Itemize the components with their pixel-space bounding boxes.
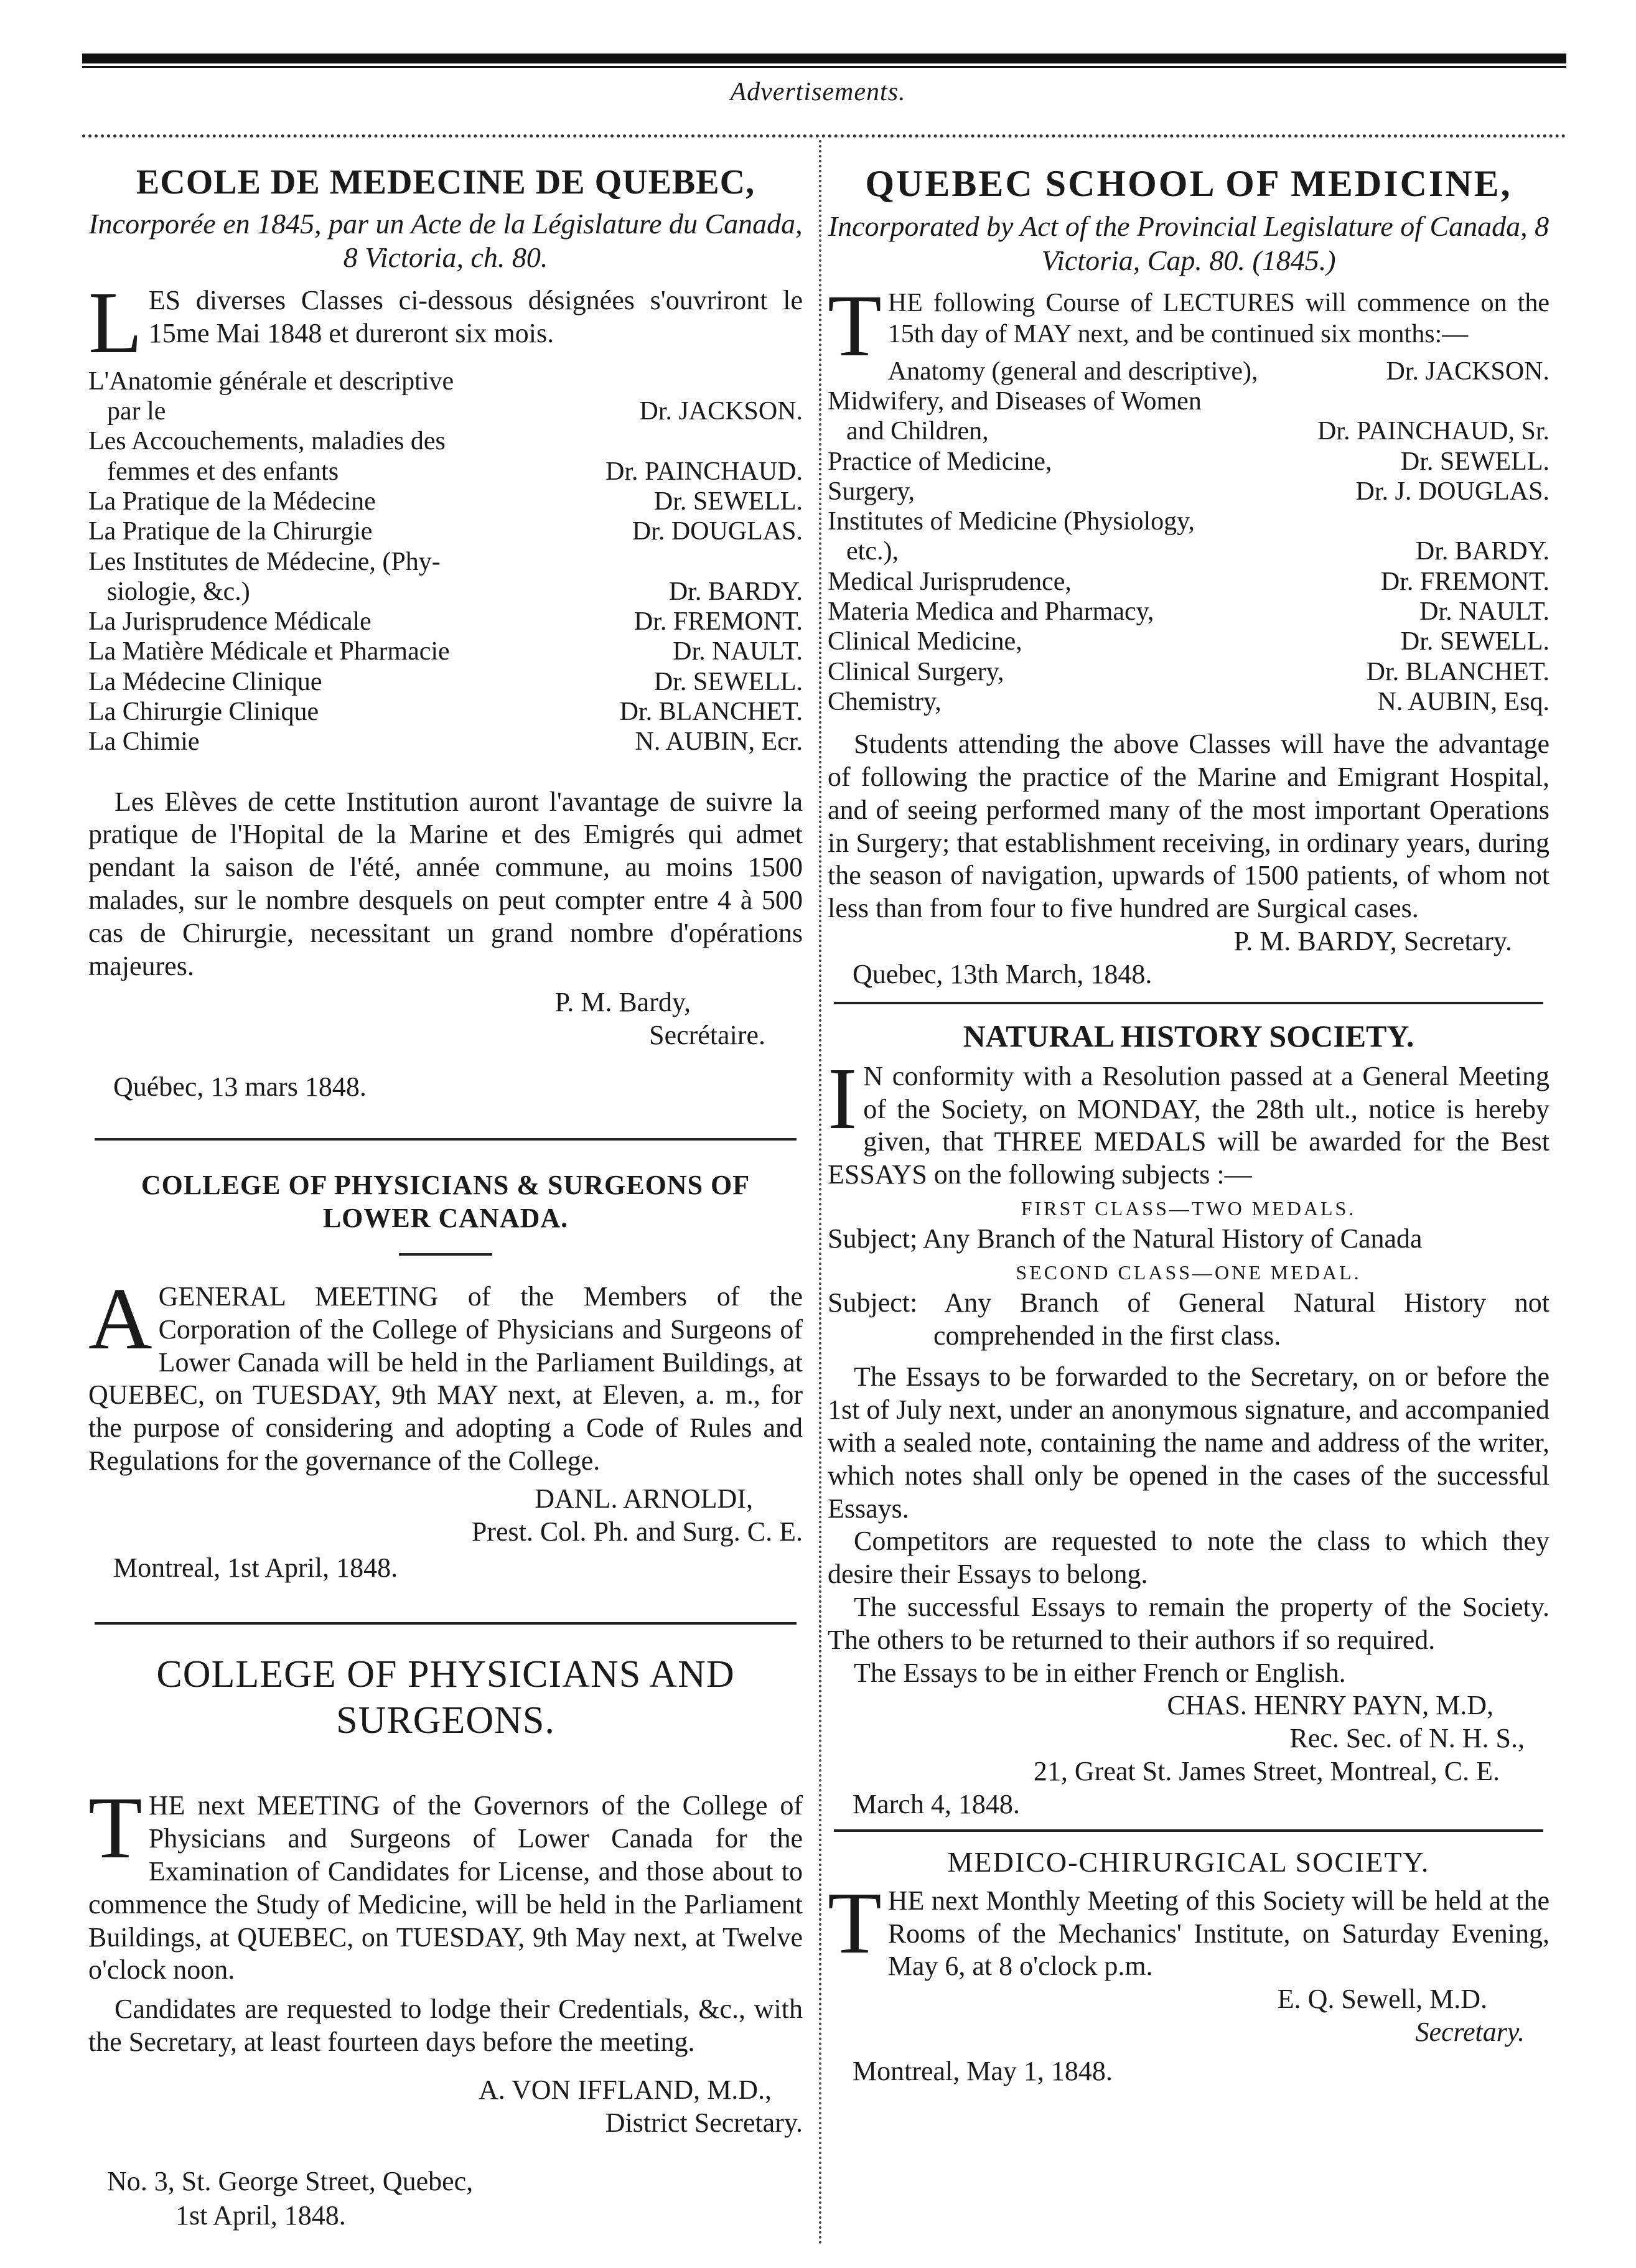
lecture-row: Chemistry, N. AUBIN, Esq.: [828, 687, 1550, 716]
ecole-paragraph: Les Elèves de cette Institution auront l'avantage de suivre la pratique de l'Hopital de la Marine et des Emigrés qui admet pendant la saison de l'été, année commune, au moins 1500 malades, sur le nombre desquels on peut compter entre 4 à 500 cas de Chirurgie, necessitant un grand nombre d'opérations majeures.: [88, 786, 803, 981]
college-ps-drop-cap: T: [88, 1778, 143, 1877]
natural-history-paragraph: The Essays to be in either French or English.: [854, 1657, 1346, 1688]
second-subject: [828, 1287, 1550, 1353]
lecture-row: La Jurisprudence Médicale Dr. FREMONT.: [88, 607, 803, 637]
running-head: Advertisements.: [730, 78, 906, 106]
college-lc-intro: [88, 1269, 803, 1478]
separator: [834, 1829, 1543, 1832]
ecole-lecture-list: [88, 366, 803, 757]
college-lc-signer-title: Prest. Col. Ph. and Surg. C. E.: [471, 1516, 803, 1547]
college-lc-title: COLLEGE OF PHYSICIANS & SURGEONS OF LOWER CANADA.: [141, 1170, 750, 1233]
lecture-row: Practice of Medicine, Dr. SEWELL.: [828, 447, 1550, 476]
quebec-school-intro-text: HE following Course of LECTURES will commence on the 15th day of MAY next, and be continued six months:—: [887, 288, 1550, 349]
quebec-school-signer: P. M. BARDY, Secretary.: [1233, 926, 1512, 957]
quebec-school-date: Quebec, 13th March, 1848.: [853, 958, 1152, 989]
lecture-row: Clinical Surgery, Dr. BLANCHET.: [828, 657, 1550, 686]
medico-date: Montreal, May 1, 1848.: [853, 2055, 1113, 2086]
college-ps-signer: A. VON IFFLAND, M.D.,: [478, 2074, 772, 2105]
ecole-title: ECOLE DE MEDECINE DE QUEBEC,: [136, 163, 755, 202]
lecture-row: Materia Medica and Pharmacy, Dr. NAULT.: [828, 597, 1550, 627]
lecture-row: La Chirurgie Clinique Dr. BLANCHET.: [88, 698, 803, 727]
ecole-intro: [88, 273, 803, 372]
second-subject-label: Subject:: [828, 1287, 918, 1318]
separator: [95, 1622, 797, 1625]
left-column: [88, 143, 803, 2233]
ecole-signer-title: Secrétaire.: [649, 1020, 765, 1051]
lecture-row: Midwifery, and Diseases of Women: [828, 387, 1202, 416]
first-subject-label: Subject;: [828, 1223, 918, 1254]
ecole-ad: [88, 162, 803, 1103]
lecture-row: La Pratique de la Médecine Dr. SEWELL.: [88, 487, 803, 516]
college-lc-drop-cap: A: [88, 1269, 152, 1368]
lecture-row: and Children, Dr. PAINCHAUD, Sr.: [846, 417, 1550, 446]
college-ps-address: [88, 2164, 803, 2233]
lecture-row: Les Institutes de Médecine, (Phy-: [88, 547, 441, 576]
right-column: [828, 143, 1550, 2088]
short-rule: [399, 1253, 492, 1256]
quebec-school-paragraph: Students attending the above Classes will have the advantage of following the practice of the Marine and Emigrant Hospital, and of seeing performed many of the most important Operations in Surgery; that establishment receiving, in ordinary years, during the season of navigation, upwards of 1500 patients, of whom not less than from four to five hundred are Surgical cases.: [828, 729, 1550, 924]
separator: [95, 1138, 797, 1141]
second-subject-text: Any Branch of General Natural History not comprehended in the first class.: [933, 1287, 1550, 1351]
ecole-date: Québec, 13 mars 1848.: [113, 1071, 367, 1102]
first-subject: [828, 1223, 1550, 1256]
quebec-school-ad: [828, 162, 1550, 991]
quebec-school-subtitle: Incorporated by Act of the Provincial Legislature of Canada, 8 Victoria, Cap. 80. (1845.): [828, 210, 1550, 276]
natural-history-signer: CHAS. HENRY PAYN, M.D,: [1167, 1690, 1493, 1721]
ecole-drop-cap: L: [88, 273, 143, 372]
college-ps-signer-title: District Secretary.: [605, 2107, 803, 2138]
ecole-subtitle: Incorporée en 1845, par un Acte de la Législature du Canada, 8 Victoria, ch. 80.: [88, 207, 803, 273]
natural-history-title: NATURAL HISTORY SOCIETY.: [963, 1019, 1414, 1054]
medico-signer: E. Q. Sewell, M.D.: [1277, 1984, 1487, 2015]
lecture-row: Medical Jurisprudence, Dr. FREMONT.: [828, 567, 1550, 596]
natural-history-ad: [828, 1018, 1550, 1821]
medico-drop-cap: T: [828, 1873, 882, 1972]
ecole-signer: P. M. Bardy,: [554, 987, 691, 1018]
college-ps-address-line: No. 3, St. George Street, Quebec,: [107, 2166, 474, 2197]
ecole-intro-text: ES diverses Classes ci-dessous désignées s'ouvriront le 15me Mai 1848 et dureront six mois.: [148, 285, 803, 348]
college-ps-title: COLLEGE OF PHYSICIANS AND SURGEONS.: [156, 1653, 735, 1742]
college-lc-intro-text: GENERAL MEETING of the Members of the Corporation of the College of Physicians and Surgeons of Lower Canada will be held in the Parliament Buildings, at QUEBEC, on TUESDAY, 9th MAY next, at Eleven, a. m., for the purpose of considering and adopting a Code of Rules and Regulations for the governance of the College.: [88, 1281, 803, 1477]
medico-intro-text: HE next Monthly Meeting of this Society will be held at the Rooms of the Mechanics' Institute, on Saturday Evening, May 6, at 8 o'clock p.m.: [887, 1885, 1550, 1982]
first-subject-text: Any Branch of the Natural History of Canada: [922, 1223, 1423, 1254]
lecture-row: L'Anatomie générale et descriptive: [88, 366, 454, 396]
lecture-row: La Matière Médicale et Pharmacie Dr. NAULT.: [88, 637, 803, 666]
college-lc-signer: DANL. ARNOLDI,: [535, 1483, 753, 1514]
college-lc-ad: [88, 1169, 803, 1584]
lecture-row: etc.), Dr. BARDY.: [846, 537, 1550, 566]
natural-history-drop-cap: I: [828, 1048, 858, 1147]
header-dotted-rule: [82, 134, 1566, 138]
natural-history-address: 21, Great St. James Street, Montreal, C. E.: [1033, 1756, 1500, 1786]
lecture-row: Les Accouchements, maladies des: [88, 427, 446, 456]
college-ps-intro-text: HE next MEETING of the Governors of the College of Physicians and Surgeons of Lower Canada for the Examination of Candidates for License, and those about to commence the Study of Medicine, will be held in the Parliament Buildings, at QUEBEC, on TUESDAY, 9th May next, at Twelve o'clock noon.: [88, 1790, 803, 1986]
natural-history-paragraph: Competitors are requested to note the class to which they desire their Essays to belong.: [828, 1526, 1550, 1590]
natural-history-paragraph: The successful Essays to remain the property of the Society. The others to be returned to their authors if so required.: [828, 1592, 1550, 1655]
lecture-row: siologie, &c.) Dr. BARDY.: [107, 577, 803, 606]
medico-title: MEDICO-CHIRURGICAL SOCIETY.: [947, 1846, 1430, 1878]
column-divider: [819, 140, 821, 2246]
lecture-row: Surgery, Dr. J. DOUGLAS.: [828, 477, 1550, 506]
medico-ad: [828, 1846, 1550, 2088]
lecture-row: La Pratique de la Chirurgie Dr. DOUGLAS.: [88, 517, 803, 546]
natural-history-intro-text: N conformity with a Resolution passed at a General Meeting of the Society, on MONDAY, the 28th ult., notice is hereby given, that THREE MEDALS will be awarded for the Best ESSAYS on the following subjects :—: [828, 1060, 1550, 1190]
college-ps-ad: [88, 1652, 803, 2233]
separator: [834, 1002, 1543, 1004]
medico-signer-title: Secretary.: [1415, 2017, 1525, 2048]
first-class-heading: FIRST CLASS—TWO MEDALS.: [1021, 1197, 1357, 1220]
quebec-school-lecture-list: [828, 357, 1550, 717]
natural-history-intro: [828, 1048, 1550, 1192]
quebec-school-drop-cap: T: [828, 276, 882, 375]
top-rule-thin: [82, 66, 1566, 68]
college-ps-paragraph: Candidates are requested to lodge their Credentials, &c., with the Secretary, at least fourteen days before the meeting.: [88, 1994, 803, 2057]
lecture-row: Clinical Medicine, Dr. SEWELL.: [828, 627, 1550, 656]
lecture-row: par le Dr. JACKSON.: [107, 397, 803, 426]
quebec-school-title: QUEBEC SCHOOL OF MEDICINE,: [865, 163, 1512, 204]
lecture-row: La Médecine Clinique Dr. SEWELL.: [88, 667, 803, 696]
top-rule-thick: [82, 54, 1566, 63]
natural-history-date: March 4, 1848.: [853, 1788, 1020, 1819]
natural-history-paragraph: The Essays to be forwarded to the Secretary, on or before the 1st of July next, under an anonymous signature, and accompanied with a sealed note, containing the name and address of the writer, which notes shall only be opened in the cases of the successful Essays.: [828, 1361, 1550, 1524]
college-lc-date: Montreal, 1st April, 1848.: [113, 1552, 398, 1584]
lecture-row: La Chimie N. AUBIN, Ecr.: [88, 727, 803, 757]
natural-history-signer-title: Rec. Sec. of N. H. S.,: [1289, 1723, 1525, 1754]
college-ps-address-date: 1st April, 1848.: [175, 2200, 346, 2231]
lecture-row: femmes et des enfants Dr. PAINCHAUD.: [107, 457, 803, 486]
second-class-heading: SECOND CLASS—ONE MEDAL.: [1016, 1261, 1362, 1284]
college-ps-intro: [88, 1778, 803, 1987]
lecture-row: Anatomy (general and descriptive), Dr. JACKSON.: [887, 357, 1550, 386]
medico-intro: [828, 1873, 1550, 1983]
lecture-row: Institutes of Medicine (Physiology,: [828, 507, 1195, 536]
